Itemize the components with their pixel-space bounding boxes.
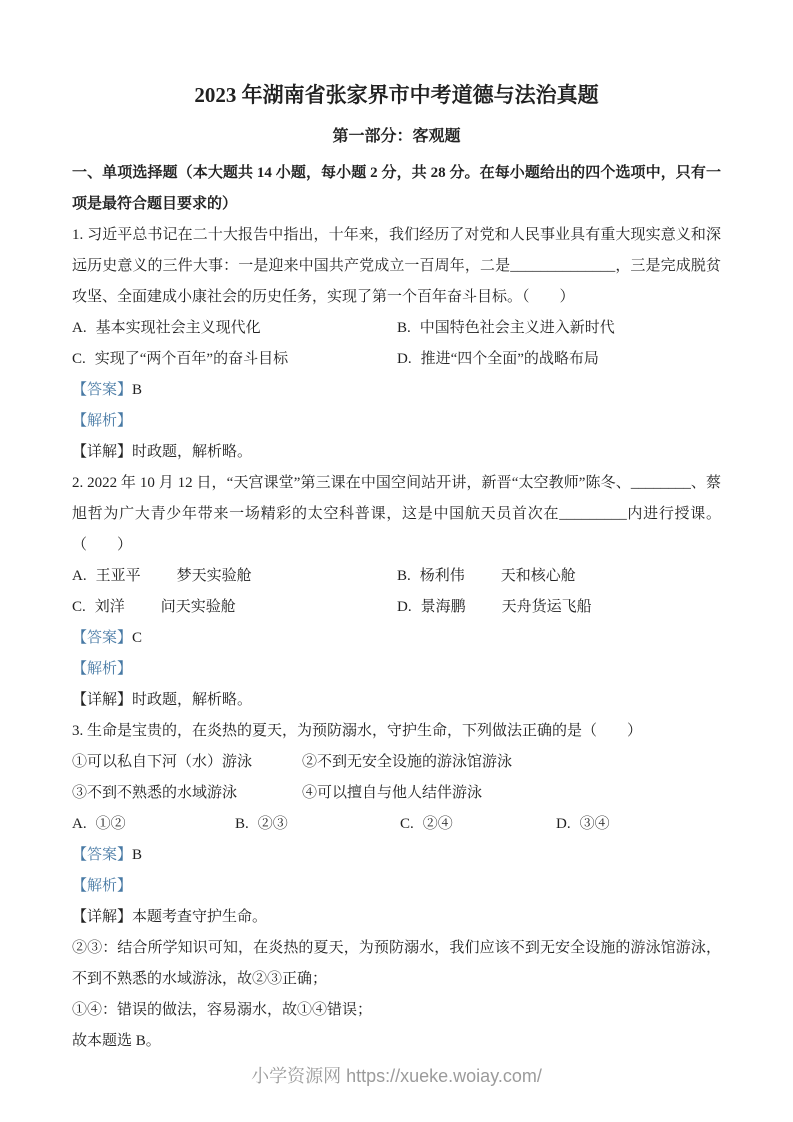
answer-label: 【答案】 [72, 382, 133, 398]
answer-value: B [132, 382, 143, 398]
choice-text: ②③ [257, 816, 288, 832]
option-name: 王亚平 [95, 568, 141, 584]
question-3-answer-line [72, 840, 721, 871]
option-label: B. [397, 568, 411, 584]
part-heading: 第一部分：客观题 [332, 128, 461, 145]
question-1-detail-line [72, 437, 721, 468]
detail-text: 本题考查守护生命。 [132, 909, 268, 925]
question-2-analysis-label: 【解析】 [72, 661, 133, 677]
option-extra: 天和核心舱 [500, 568, 576, 584]
question-3-suboption-4: ④可以擅自与他人结伴游泳 [302, 785, 483, 801]
option-name: 杨利伟 [419, 568, 465, 584]
question-3-detail-paragraph-2: ①④：错误的做法，容易溺水，故①④错误； [72, 1002, 373, 1018]
option-text: 基本实现社会主义现代化 [95, 320, 261, 336]
option-label: A. [72, 320, 87, 336]
question-3-suboptions-row-1 [72, 747, 721, 778]
question-3-choice-c [400, 809, 556, 840]
question-1-options-row-1 [72, 313, 721, 344]
question-2-option-a [72, 561, 397, 592]
answer-value: B [132, 847, 143, 863]
choice-text: ②④ [422, 816, 453, 832]
question-3-suboption-2: ②不到无安全设施的游泳馆游泳 [302, 754, 513, 770]
question-3-choice-a [72, 809, 235, 840]
question-3-analysis-label: 【解析】 [72, 878, 133, 894]
detail-text: 时政题，解析略。 [132, 692, 253, 708]
question-3-detail-paragraph-3: 故本题选 B。 [72, 1033, 161, 1049]
question-2-stem: 2. 2022 年 10 月 12 日，“天宫课堂”第三课在中国空间站开讲，新晋“太空教师”陈冬、________、蔡旭哲为广大青少年带来一场精彩的太空科普课，这是中国航天员首次在_________内进行授课。（ ） [72, 475, 721, 553]
detail-label: 【详解】 [72, 909, 133, 925]
choice-text: ③④ [579, 816, 610, 832]
question-1-option-d [397, 344, 721, 375]
question-3-choice-d [556, 809, 721, 840]
question-1-stem: 1. 习近平总书记在二十大报告中指出，十年来，我们经历了对党和人民事业具有重大现实意义和深远历史意义的三件大事：一是迎来中国共产党成立一百周年，二是______________，三是完成脱贫攻坚、全面建成小康社会的历史任务，实现了第一个百年奋斗目标。（ ） [72, 227, 721, 305]
choice-text: ①② [95, 816, 126, 832]
question-1-analysis-label: 【解析】 [72, 413, 133, 429]
choice-label: D. [556, 816, 571, 832]
question-3-detail-paragraph-1: ②③：结合所学知识可知，在炎热的夏天，为预防溺水，我们应该不到无安全设施的游泳馆游泳，不到不熟悉的水域游泳，故②③正确； [72, 940, 721, 987]
question-2-options-row-2 [72, 592, 721, 623]
option-extra: 问天实验舱 [160, 599, 236, 615]
question-3-suboption-1: ①可以私自下河（水）游泳 [72, 754, 253, 770]
question-3-detail-line [72, 902, 721, 933]
question-1-option-a [72, 313, 397, 344]
option-label: C. [72, 351, 86, 367]
question-3-suboption-3: ③不到不熟悉的水域游泳 [72, 785, 238, 801]
section-heading: 一、单项选择题（本大题共 14 小题，每小题 2 分，共 28 分。在每小题给出的四个选项中，只有一项是最符合题目要求的） [72, 165, 721, 212]
answer-value: C [132, 630, 143, 646]
option-extra: 梦天实验舱 [176, 568, 252, 584]
option-label: C. [72, 599, 86, 615]
question-3-choices-row [72, 809, 721, 840]
choice-label: B. [235, 816, 249, 832]
answer-label: 【答案】 [72, 847, 133, 863]
question-1-options-row-2 [72, 344, 721, 375]
question-1-answer-line [72, 375, 721, 406]
question-2-option-d [397, 592, 721, 623]
option-label: B. [397, 320, 411, 336]
detail-label: 【详解】 [72, 692, 133, 708]
question-2-option-b [397, 561, 721, 592]
choice-label: C. [400, 816, 414, 832]
question-2-options-row-1 [72, 561, 721, 592]
option-label: A. [72, 568, 87, 584]
option-text: 推进“四个全面”的战略布局 [420, 351, 599, 367]
site-watermark: 小学资源网 https://xueke.woiay.com/ [251, 1066, 542, 1086]
option-text: 实现了“两个百年”的奋斗目标 [94, 351, 289, 367]
page-title: 2023 年湖南省张家界市中考道德与法治真题 [194, 83, 599, 107]
choice-label: A. [72, 816, 87, 832]
question-2-option-c [72, 592, 397, 623]
question-3-suboptions-row-2 [72, 778, 721, 809]
option-name: 刘洋 [94, 599, 125, 615]
option-extra: 天舟货运飞船 [501, 599, 592, 615]
question-3-stem: 3. 生命是宝贵的，在炎热的夏天，为预防溺水，守护生命，下列做法正确的是（ ） [72, 723, 643, 739]
detail-text: 时政题，解析略。 [132, 444, 253, 460]
option-name: 景海鹏 [420, 599, 466, 615]
option-label: D. [397, 351, 412, 367]
question-1-option-c [72, 344, 397, 375]
question-2-detail-line [72, 685, 721, 716]
detail-label: 【详解】 [72, 444, 133, 460]
answer-label: 【答案】 [72, 630, 133, 646]
question-2-answer-line [72, 623, 721, 654]
question-3-choice-b [235, 809, 400, 840]
question-1-option-b [397, 313, 721, 344]
option-text: 中国特色社会主义进入新时代 [419, 320, 615, 336]
option-label: D. [397, 599, 412, 615]
